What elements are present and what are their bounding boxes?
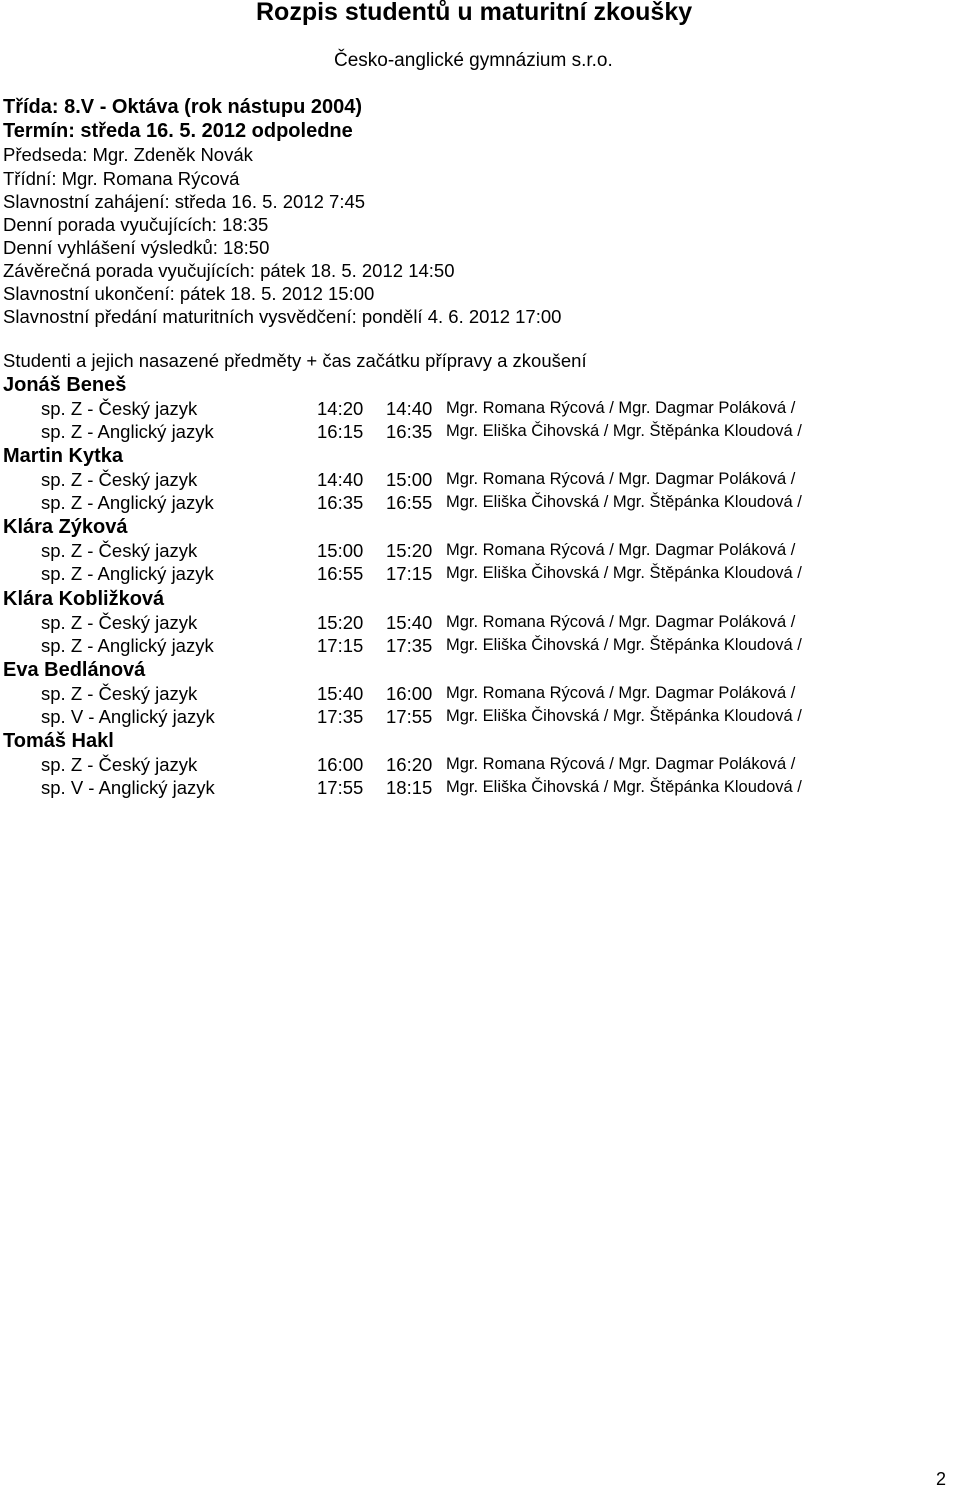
exam-subject: sp. Z - Anglický jazyk: [41, 492, 214, 514]
exam-row: [0, 683, 960, 705]
school-name: Česko-anglické gymnázium s.r.o.: [334, 50, 613, 71]
exam-end-time: 17:15: [386, 563, 433, 585]
chair-line: Předseda: Mgr. Zdeněk Novák: [3, 144, 253, 165]
exam-start-time: 15:20: [317, 611, 364, 633]
student-name: Klára Zýková: [3, 516, 128, 539]
exam-subject: sp. V - Anglický jazyk: [41, 705, 215, 727]
exam-row: [0, 492, 960, 514]
exam-start-time: 15:40: [317, 682, 364, 704]
exam-end-time: 17:55: [386, 705, 433, 727]
exam-start-time: 16:15: [317, 421, 364, 442]
exam-row: [0, 777, 960, 799]
exam-end-time: 18:15: [386, 777, 433, 798]
final-meeting-line: Závěrečná porada vyučujících: pátek 18. 5. 2012 14:50: [3, 260, 455, 281]
exam-start-time: 14:20: [317, 398, 364, 419]
exam-subject: sp. Z - Anglický jazyk: [41, 634, 214, 656]
page-title: Rozpis studentů u maturitní zkoušky: [256, 0, 693, 26]
exam-end-time: 16:35: [386, 421, 433, 442]
exam-end-time: 16:20: [386, 754, 433, 775]
exam-end-time: 15:40: [386, 611, 433, 633]
exam-end-time: 17:35: [386, 634, 433, 656]
exam-examiners: Mgr. Eliška Čihovská / Mgr. Štěpánka Kloudová /: [446, 422, 802, 440]
section-title: Studenti a jejich nasazené předměty + čas začátku přípravy a zkoušení: [3, 350, 587, 371]
exam-start-time: 17:35: [317, 705, 364, 727]
exam-end-time: 16:55: [386, 492, 433, 514]
class-teacher-line: Třídní: Mgr. Romana Rýcová: [3, 168, 240, 189]
exam-subject: sp. Z - Český jazyk: [41, 398, 198, 419]
exam-subject: sp. Z - Český jazyk: [41, 469, 198, 491]
exam-row: [0, 635, 960, 657]
exam-row: [0, 754, 960, 776]
student-name: Tomáš Hakl: [3, 730, 114, 752]
exam-row: [0, 398, 960, 420]
exam-row: [0, 612, 960, 634]
student-name: Klára Kobližková: [3, 587, 165, 610]
exam-subject: sp. Z - Český jazyk: [41, 682, 198, 704]
student-name: Eva Bedlánová: [3, 658, 146, 681]
exam-start-time: 16:00: [317, 754, 364, 775]
daily-meeting-line: Denní porada vyučujících: 18:35: [3, 214, 269, 235]
exam-examiners: Mgr. Romana Rýcová / Mgr. Dagmar Poláková /: [446, 755, 796, 773]
term-line: Termín: středa 16. 5. 2012 odpoledne: [3, 120, 353, 142]
exam-examiners: Mgr. Romana Rýcová / Mgr. Dagmar Poláková /: [446, 612, 796, 631]
exam-end-time: 14:40: [386, 398, 433, 419]
page-number: 2: [935, 1469, 946, 1489]
exam-end-time: 15:20: [386, 540, 433, 562]
closing-line: Slavnostní ukončení: pátek 18. 5. 2012 15:00: [3, 283, 375, 304]
exam-subject: sp. Z - Anglický jazyk: [41, 563, 214, 585]
exam-examiners: Mgr. Eliška Čihovská / Mgr. Štěpánka Kloudová /: [446, 778, 802, 796]
exam-examiners: Mgr. Eliška Čihovská / Mgr. Štěpánka Kloudová /: [446, 493, 802, 512]
certificates-line: Slavnostní předání maturitních vysvědčení: pondělí 4. 6. 2012 17:00: [3, 306, 562, 327]
exam-examiners: Mgr. Romana Rýcová / Mgr. Dagmar Poláková /: [446, 470, 796, 489]
exam-row: [0, 706, 960, 728]
class-line: Třída: 8.V - Oktáva (rok nástupu 2004): [3, 96, 362, 118]
exam-subject: sp. V - Anglický jazyk: [41, 777, 215, 798]
exam-subject: sp. Z - Český jazyk: [41, 540, 198, 562]
exam-examiners: Mgr. Romana Rýcová / Mgr. Dagmar Poláková /: [446, 399, 796, 417]
exam-row: [0, 421, 960, 443]
exam-examiners: Mgr. Romana Rýcová / Mgr. Dagmar Poláková /: [446, 541, 796, 560]
exam-subject: sp. Z - Český jazyk: [41, 611, 198, 633]
exam-start-time: 17:55: [317, 777, 364, 798]
student-name: Jonáš Beneš: [3, 374, 127, 396]
exam-start-time: 16:55: [317, 563, 364, 585]
exam-row: [0, 563, 960, 585]
exam-subject: sp. Z - Český jazyk: [41, 754, 198, 775]
exam-start-time: 17:15: [317, 634, 364, 656]
exam-row: [0, 540, 960, 562]
exam-examiners: Mgr. Romana Rýcová / Mgr. Dagmar Poláková /: [446, 683, 796, 702]
exam-start-time: 16:35: [317, 492, 364, 514]
exam-end-time: 16:00: [386, 682, 433, 704]
exam-row: [0, 469, 960, 491]
exam-end-time: 15:00: [386, 469, 433, 491]
exam-start-time: 15:00: [317, 540, 364, 562]
exam-examiners: Mgr. Eliška Čihovská / Mgr. Štěpánka Kloudová /: [446, 706, 802, 725]
exam-subject: sp. Z - Anglický jazyk: [41, 421, 214, 442]
exam-examiners: Mgr. Eliška Čihovská / Mgr. Štěpánka Kloudová /: [446, 564, 802, 583]
exam-start-time: 14:40: [317, 469, 364, 491]
daily-results-line: Denní vyhlášení výsledků: 18:50: [3, 237, 270, 258]
opening-line: Slavnostní zahájení: středa 16. 5. 2012 7:45: [3, 191, 366, 212]
exam-examiners: Mgr. Eliška Čihovská / Mgr. Štěpánka Kloudová /: [446, 635, 802, 654]
student-name: Martin Kytka: [3, 445, 124, 468]
